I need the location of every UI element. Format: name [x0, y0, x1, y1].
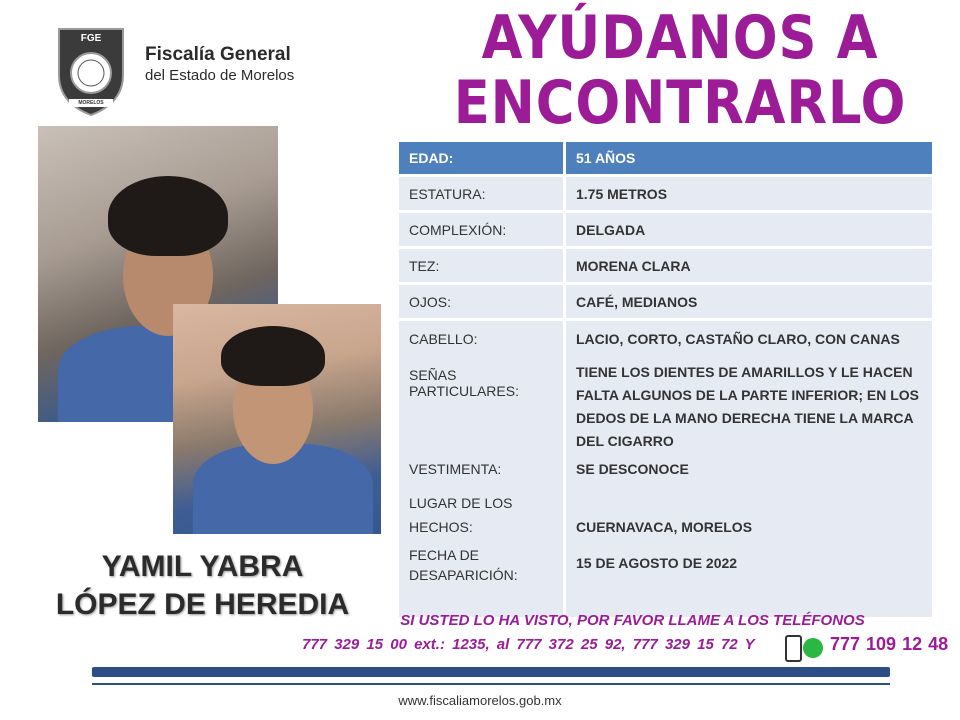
footer-bar: [92, 667, 890, 677]
fecha-label: [409, 545, 553, 585]
person-name: [30, 548, 375, 624]
headline-line-2: ENCONTRARLO: [453, 68, 907, 138]
complexion-value: DELGADA: [566, 210, 932, 246]
row-ojos: [399, 282, 932, 318]
tez-value: MORENA CLARA: [566, 246, 932, 282]
fecha-label-line-1: FECHA DE: [409, 547, 480, 563]
headline-line-1: AYÚDANOS A: [481, 3, 879, 73]
complexion-label: COMPLEXIÓN:: [399, 210, 566, 246]
badge-text: FGE: [80, 33, 102, 44]
whatsapp-icon: [803, 638, 823, 658]
mobile-phone-icon: [785, 635, 802, 662]
whatsapp-number: 777 109 12 48: [830, 634, 949, 654]
ojos-value: CAFÉ, MEDIANOS: [566, 282, 932, 318]
vestimenta-value: SE DESCONOCE: [576, 461, 689, 477]
website-link[interactable]: www.fiscaliamorelos.gob.mx: [398, 693, 562, 708]
edad-label: EDAD:: [399, 142, 566, 174]
row-tez: [399, 246, 932, 282]
person-name-line-2: LÓPEZ DE HEREDIA: [55, 588, 350, 621]
ojos-label: OJOS:: [399, 282, 566, 318]
badge-bottom-text: MORELOS: [78, 100, 104, 106]
senas-value: TIENE LOS DIENTES DE AMARILLOS Y LE HACEN FALTA ALGUNOS DE LA PARTE INFERIOR; EN LOS DEDOS DE LA MANO DERECHA TIENE LA MARCA DEL CIGARRO: [576, 364, 919, 449]
headline: [434, 3, 927, 138]
details-labels: [399, 318, 566, 617]
lugar-label-line-2: HECHOS:: [409, 519, 473, 535]
fecha-label-line-2: DESAPARICIÓN:: [409, 567, 518, 583]
row-details-block: [399, 318, 932, 617]
edad-value: 51 AÑOS: [566, 142, 932, 174]
person-photo-2: [173, 304, 381, 534]
cabello-label: CABELLO:: [409, 331, 478, 347]
row-complexion: [399, 210, 932, 246]
person-name-line-1: YAMIL YABRA: [101, 550, 304, 583]
row-estatura: [399, 174, 932, 210]
lugar-value: CUERNAVACA, MORELOS: [576, 519, 753, 535]
org-name: Fiscalía General: [145, 44, 291, 65]
cabello-value: LACIO, CORTO, CASTAÑO CLARO, CON CANAS: [576, 331, 900, 347]
org-subtitle: del Estado de Morelos: [145, 67, 295, 84]
estatura-value: 1.75 METROS: [566, 174, 932, 210]
footer-divider: [92, 683, 890, 685]
estatura-label: ESTATURA:: [399, 174, 566, 210]
details-table: [399, 142, 932, 617]
row-edad: [399, 142, 932, 174]
fecha-value: 15 DE AGOSTO DE 2022: [576, 555, 738, 571]
lugar-label-line-1: LUGAR DE LOS: [409, 495, 513, 511]
contact-heading: SI USTED LO HA VISTO, POR FAVOR LLAME A LOS TELÉFONOS: [400, 612, 865, 629]
tez-label: TEZ:: [399, 246, 566, 282]
lugar-label: [409, 491, 553, 539]
vestimenta-label: VESTIMENTA:: [409, 461, 502, 477]
senas-label: SEÑAS PARTICULARES:: [409, 367, 519, 399]
contact-phones: 777 329 15 00 ext.: 1235, al 777 372 25 92, 777 329 15 72 Y: [302, 636, 755, 653]
details-values: [566, 318, 932, 617]
